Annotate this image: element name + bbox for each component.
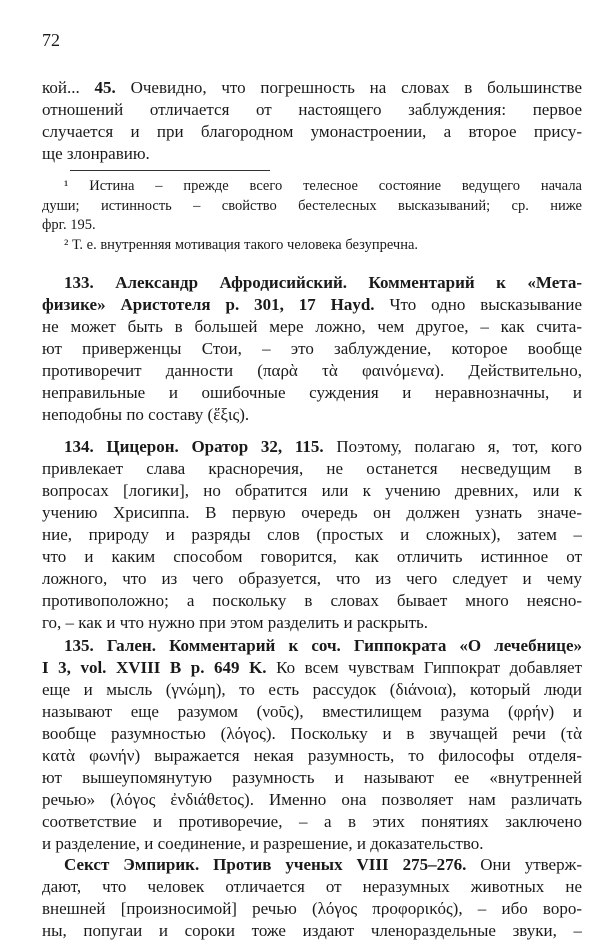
text-line <box>42 502 582 524</box>
text-run: кой... <box>42 78 95 97</box>
text-line <box>42 404 582 426</box>
text-line <box>42 360 582 382</box>
text-line <box>42 77 582 99</box>
text-run: случается и при благородном умонастроении, а второе прису- <box>42 122 582 141</box>
text-line <box>42 745 582 767</box>
text-line <box>42 546 582 568</box>
text-run: души; истинность – свойство бестелесных высказываний; ср. ниже <box>42 197 582 214</box>
text-run: речью» (λόγος ἐνδιάθετος). Именно она позволяет нам различать <box>42 790 582 809</box>
text-line <box>42 316 582 338</box>
fragment-heading: физике» Аристотеля p. 301, 17 Hayd. <box>42 295 375 314</box>
text-line <box>42 382 582 404</box>
text-run: неправильные и ошибочные суждения и неравнозначны, и <box>42 383 582 402</box>
text-run: ще злонравию. <box>42 144 150 163</box>
paragraph-continuation <box>42 77 582 165</box>
text-line <box>42 216 582 236</box>
text-line <box>42 480 582 502</box>
text-line <box>42 657 582 679</box>
text-run: дают, что человек отличается от неразумных животных не <box>42 877 582 896</box>
text-run: ние, природу и разряды слов (простых и сложных), затем – <box>42 525 582 544</box>
paragraph-133 <box>42 272 582 426</box>
text-line <box>42 436 582 458</box>
page-number: 72 <box>42 30 60 50</box>
text-run: Что одно высказывание <box>374 295 582 314</box>
text-line <box>42 590 582 612</box>
footnote-divider <box>70 170 270 171</box>
text-run: противоположно; а поскольку в словах бывает много неясно- <box>42 591 582 610</box>
text-run: учению Хрисиппа. В первую очередь он должен узнать значе- <box>42 503 582 522</box>
text-line <box>42 723 582 745</box>
text-run: внешней [произносимой] речью (λόγος προφορικός), – ибо воро- <box>42 899 582 918</box>
text-run: го, – как и что нужно при этом разделить и раскрыть. <box>42 613 429 632</box>
text-run: называют еще разумом (νοῦς), вместилищем разума (φρήν) и <box>42 702 582 721</box>
text-run: отношений отличается от настоящего заблуждения: первое <box>42 100 582 119</box>
text-run: не может быть в большей мере ложно, чем другое, – как счита- <box>42 317 582 336</box>
fragment-heading: 133. Александр Афродисийский. Комментарий к «Мета- <box>64 273 582 292</box>
text-run: ¹ Истина – прежде всего телесное состояние ведущего начала <box>64 178 582 194</box>
text-line <box>42 635 582 657</box>
fragment-heading: 134. Цицерон. Оратор 32, 115. <box>64 437 324 456</box>
text-line <box>42 568 582 590</box>
text-run: Поэтому, полагаю я, тот, кого <box>323 437 582 456</box>
fragment-heading: I 3, vol. XVIII B p. 649 K. <box>42 658 267 677</box>
fragment-heading: 45. <box>94 78 116 97</box>
text-line <box>42 789 582 811</box>
text-run: ют приверженцы Стои, – это заблуждение, которое вообще <box>42 339 582 358</box>
text-run: и разделение, и соединение, и разрешение, и доказательство. <box>42 834 484 853</box>
text-run: ложного, что из чего образуется, что из чего следует и чему <box>42 569 582 588</box>
text-line <box>42 121 582 143</box>
text-run: неподобны по составу (ἕξις). <box>42 405 250 424</box>
text-run: ют вышеупомянутую разумность и называют ее «внутренней <box>42 768 582 787</box>
footnotes <box>42 177 582 255</box>
text-line <box>42 612 582 634</box>
text-run: привлекает слава красноречия, не останется несведущим в <box>42 459 582 478</box>
fragment-heading: 135. Гален. Комментарий к соч. Гиппократа «О лечебнице» <box>64 636 582 655</box>
paragraph-135 <box>42 635 582 855</box>
text-run: Очевидно, что погрешность на словах в большинстве <box>115 78 582 97</box>
text-run: ² Т. е. внутренняя мотивация такого человека безупречна. <box>64 236 419 253</box>
paragraph-sextus <box>42 854 582 942</box>
text-line <box>42 458 582 480</box>
fragment-heading: Секст Эмпирик. Против ученых VIII 275–276. <box>64 855 467 874</box>
text-run: соответствие и противоречие, – а в этих понятиях заключено <box>42 812 582 831</box>
text-line <box>42 197 582 217</box>
text-line <box>42 272 582 294</box>
text-run: вообще разумностью (λόγος). Поскольку и в звучащей речи (τὰ <box>42 724 582 743</box>
text-line <box>42 679 582 701</box>
text-line <box>42 99 582 121</box>
text-run: ны, попугаи и сороки тоже издают членораздельные звуки, – <box>42 921 582 940</box>
text-line <box>42 236 582 256</box>
text-line <box>42 811 582 833</box>
text-line <box>42 767 582 789</box>
text-run: вопросах [логики], но обратится или к учению древних, или к <box>42 481 582 500</box>
text-run: противоречит данности (παρὰ τὰ φαινόμενα). Действительно, <box>42 361 582 380</box>
text-line <box>42 338 582 360</box>
text-line <box>42 524 582 546</box>
text-line <box>42 143 582 165</box>
text-run: Ко всем чувствам Гиппократ добавляет <box>266 658 582 677</box>
text-line <box>42 177 582 197</box>
text-run: фрг. 195. <box>42 217 96 233</box>
text-line <box>42 898 582 920</box>
text-run: κατὰ φωνήν) выражается некая разумность, то философы отделя- <box>42 746 582 765</box>
text-run: еще и мысль (γνώμη), то есть рассудок (διάνοια), который люди <box>42 680 582 699</box>
text-run: что и каким способом говорится, как отличить истинное от <box>42 547 582 566</box>
text-run: Они утверж- <box>466 855 582 874</box>
text-line <box>42 876 582 898</box>
text-line <box>42 854 582 876</box>
paragraph-134 <box>42 436 582 634</box>
text-line <box>42 833 582 855</box>
text-line <box>42 294 582 316</box>
text-line <box>42 920 582 942</box>
text-line <box>42 701 582 723</box>
